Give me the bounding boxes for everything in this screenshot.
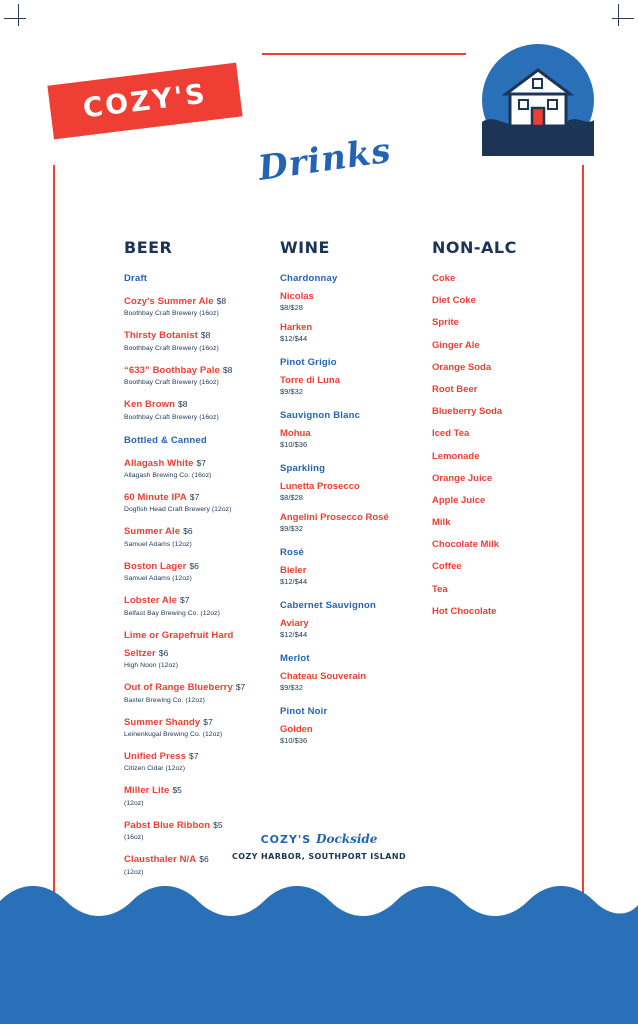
menu-item — [280, 481, 432, 502]
column-title-wine: WINE — [280, 238, 330, 257]
footer-logo-script: Dockside — [316, 832, 378, 846]
menu-item — [124, 712, 280, 738]
menu-item — [124, 556, 280, 582]
item-name: “633” Boothbay Pale — [124, 364, 220, 376]
item-desc: Boothbay Craft Brewery (16oz) — [124, 310, 219, 318]
item-name: Lobster Ale — [124, 595, 178, 607]
item-name: Cozy's Summer Ale — [124, 296, 214, 307]
item-desc: (16oz) — [124, 834, 144, 842]
item-name: Summer Ale — [124, 526, 181, 538]
menu-columns — [0, 238, 638, 884]
menu-item — [280, 565, 432, 586]
item-price: $8/$28 — [280, 493, 303, 502]
subhead-draft: Draft — [124, 273, 148, 284]
menu-item — [124, 590, 280, 616]
item-price: $7 — [196, 457, 206, 468]
page-title: Drinks — [255, 130, 394, 189]
item-desc: Leinenkugal Brewing Co. (12oz) — [124, 731, 223, 739]
subhead-pinot-grigio: Pinot Grigio — [280, 357, 337, 368]
menu-item — [280, 671, 432, 692]
item-desc: Samuel Adams (12oz) — [124, 575, 192, 583]
item-desc: Boothbay Craft Brewery (16oz) — [124, 413, 219, 421]
menu-item: Iced Tea — [432, 428, 470, 440]
menu-item — [124, 746, 280, 772]
item-price: $10/$36 — [280, 736, 308, 745]
item-name: Out of Range Blueberry — [124, 682, 233, 694]
item-price: $8/$28 — [280, 303, 303, 312]
brand-banner — [47, 63, 242, 140]
column-title-beer: BEER — [124, 238, 173, 257]
item-price: $12/$44 — [280, 630, 308, 639]
subhead-sauvignon-blanc: Sauvignon Blanc — [280, 410, 361, 421]
item-desc: Boothbay Craft Brewery (16oz) — [124, 379, 219, 387]
subhead-bottled-canned: Bottled & Canned — [124, 434, 207, 446]
item-desc: Allagash Brewing Co. (16oz) — [124, 471, 212, 479]
item-name: Boston Lager — [124, 560, 187, 572]
item-name: Aviary — [280, 618, 309, 629]
item-name: Thirsty Botanist — [124, 330, 198, 342]
menu-item: Chocolate Milk — [432, 539, 500, 551]
menu-item — [280, 724, 432, 745]
item-name: Bieler — [280, 565, 307, 576]
column-wine — [280, 238, 432, 884]
item-name: Pabst Blue Ribbon — [124, 819, 211, 831]
menu-item — [124, 453, 280, 479]
menu-item — [280, 322, 432, 343]
menu-item — [280, 428, 432, 449]
menu-item: Ginger Ale — [432, 339, 480, 351]
menu-item — [124, 677, 280, 703]
item-price: $5 — [172, 785, 182, 796]
house-badge-icon — [482, 44, 594, 156]
item-price: $9/$32 — [280, 683, 303, 692]
item-price: $9/$32 — [280, 524, 303, 533]
menu-item: Lemonade — [432, 450, 480, 462]
menu-item — [124, 625, 280, 670]
item-desc: High Noon (12oz) — [124, 662, 179, 670]
subhead-sparkling: Sparkling — [280, 463, 326, 474]
subhead-pinot-noir: Pinot Noir — [280, 706, 328, 717]
item-name: Clausthaler N/A — [124, 854, 197, 866]
item-name: Lunetta Prosecco — [280, 481, 360, 492]
item-name: Ken Brown — [124, 399, 176, 411]
item-price: $12/$44 — [280, 577, 308, 586]
subhead-cabernet-sauvignon: Cabernet Sauvignon — [280, 600, 376, 611]
footer — [0, 832, 638, 861]
menu-item — [124, 487, 280, 513]
item-name: Summer Shandy — [124, 716, 201, 728]
footer-address: COZY HARBOR, SOUTHPORT ISLAND — [231, 852, 406, 861]
item-price: $5 — [213, 819, 223, 830]
item-name: Mohua — [280, 428, 311, 439]
menu-item — [124, 394, 280, 420]
menu-item — [124, 780, 280, 806]
column-nonalc — [432, 238, 592, 884]
menu-item: Milk — [432, 517, 451, 529]
menu-item — [124, 291, 280, 317]
subhead-merlot: Merlot — [280, 653, 310, 664]
menu-item: Apple Juice — [432, 494, 486, 506]
item-name: Allagash White — [124, 457, 194, 469]
menu-item: Root Beer — [432, 383, 478, 395]
item-price: $6 — [158, 647, 169, 658]
item-name: Harken — [280, 322, 313, 333]
item-price: $6 — [199, 854, 209, 865]
menu-item — [124, 521, 280, 547]
item-price: $8 — [178, 399, 188, 410]
item-desc: Samuel Adams (12oz) — [124, 540, 192, 548]
item-price: $8 — [200, 330, 211, 341]
menu-item: Orange Soda — [432, 361, 492, 373]
item-desc: Baxter Brewing Co. (12oz) — [124, 696, 205, 704]
menu-item — [280, 512, 432, 533]
item-price: $6 — [189, 560, 199, 571]
item-price: $7 — [189, 751, 199, 762]
menu-item — [124, 360, 280, 386]
item-name: Nicolas — [280, 291, 314, 302]
footer-logo — [0, 832, 638, 846]
menu-item — [124, 325, 280, 351]
menu-item: Diet Coke — [432, 295, 476, 307]
item-desc: Belfast Bay Brewing Co. (12oz) — [124, 609, 220, 617]
item-name: Golden — [280, 724, 313, 735]
menu-item: Blueberry Soda — [432, 406, 503, 418]
item-desc: Dogfish Head Craft Brewery (12oz) — [124, 506, 232, 514]
menu-item: Coffee — [432, 561, 462, 573]
subhead-rose: Rosé — [280, 547, 305, 558]
subhead-chardonnay: Chardonnay — [280, 273, 338, 284]
item-name: Torre di Luna — [280, 375, 340, 386]
item-price: $7 — [203, 716, 213, 727]
item-price: $7 — [189, 491, 200, 502]
item-name: Angelini Prosecco Rosé — [280, 512, 389, 523]
item-price: $8 — [222, 364, 233, 375]
column-beer — [124, 238, 280, 884]
item-name: 60 Minute IPA — [124, 491, 187, 503]
item-name: Chateau Souverain — [280, 671, 367, 682]
item-price: $10/$36 — [280, 440, 308, 449]
item-desc: (12oz) — [124, 799, 144, 807]
menu-item: Sprite — [432, 317, 459, 329]
crop-mark-top-left — [18, 4, 19, 26]
menu-item — [280, 618, 432, 639]
frame-top-rule — [262, 53, 466, 55]
menu-item — [280, 375, 432, 396]
item-price: $9/$32 — [280, 387, 303, 396]
item-desc: Boothbay Craft Brewery (16oz) — [124, 344, 219, 352]
menu-item: Coke — [432, 273, 456, 284]
menu-item: Hot Chocolate — [432, 605, 497, 617]
item-price: $7 — [235, 682, 246, 693]
item-name: Miller Lite — [124, 785, 170, 797]
menu-item: Orange Juice — [432, 472, 493, 484]
item-price: $6 — [183, 526, 193, 537]
menu-item — [280, 291, 432, 312]
brand-name: COZY'S — [81, 78, 209, 124]
item-name: Unified Press — [124, 751, 187, 763]
item-desc: (12oz) — [124, 868, 144, 876]
item-price: $8 — [216, 296, 227, 306]
column-title-nonalc: NON-ALC — [432, 238, 517, 257]
footer-logo-main: COZY'S — [260, 833, 312, 846]
crop-mark-top-left-h — [4, 18, 26, 19]
item-price: $12/$44 — [280, 334, 308, 343]
menu-item: Tea — [432, 583, 448, 595]
item-desc: Citizen Cidar (12oz) — [124, 765, 186, 773]
crop-mark-top-right-h — [612, 18, 634, 19]
wave-decoration — [0, 879, 638, 1024]
item-name: Lime or Grapefruit Hard Seltzer — [124, 629, 234, 659]
item-price: $7 — [180, 595, 190, 606]
crop-mark-top-right — [618, 4, 619, 26]
